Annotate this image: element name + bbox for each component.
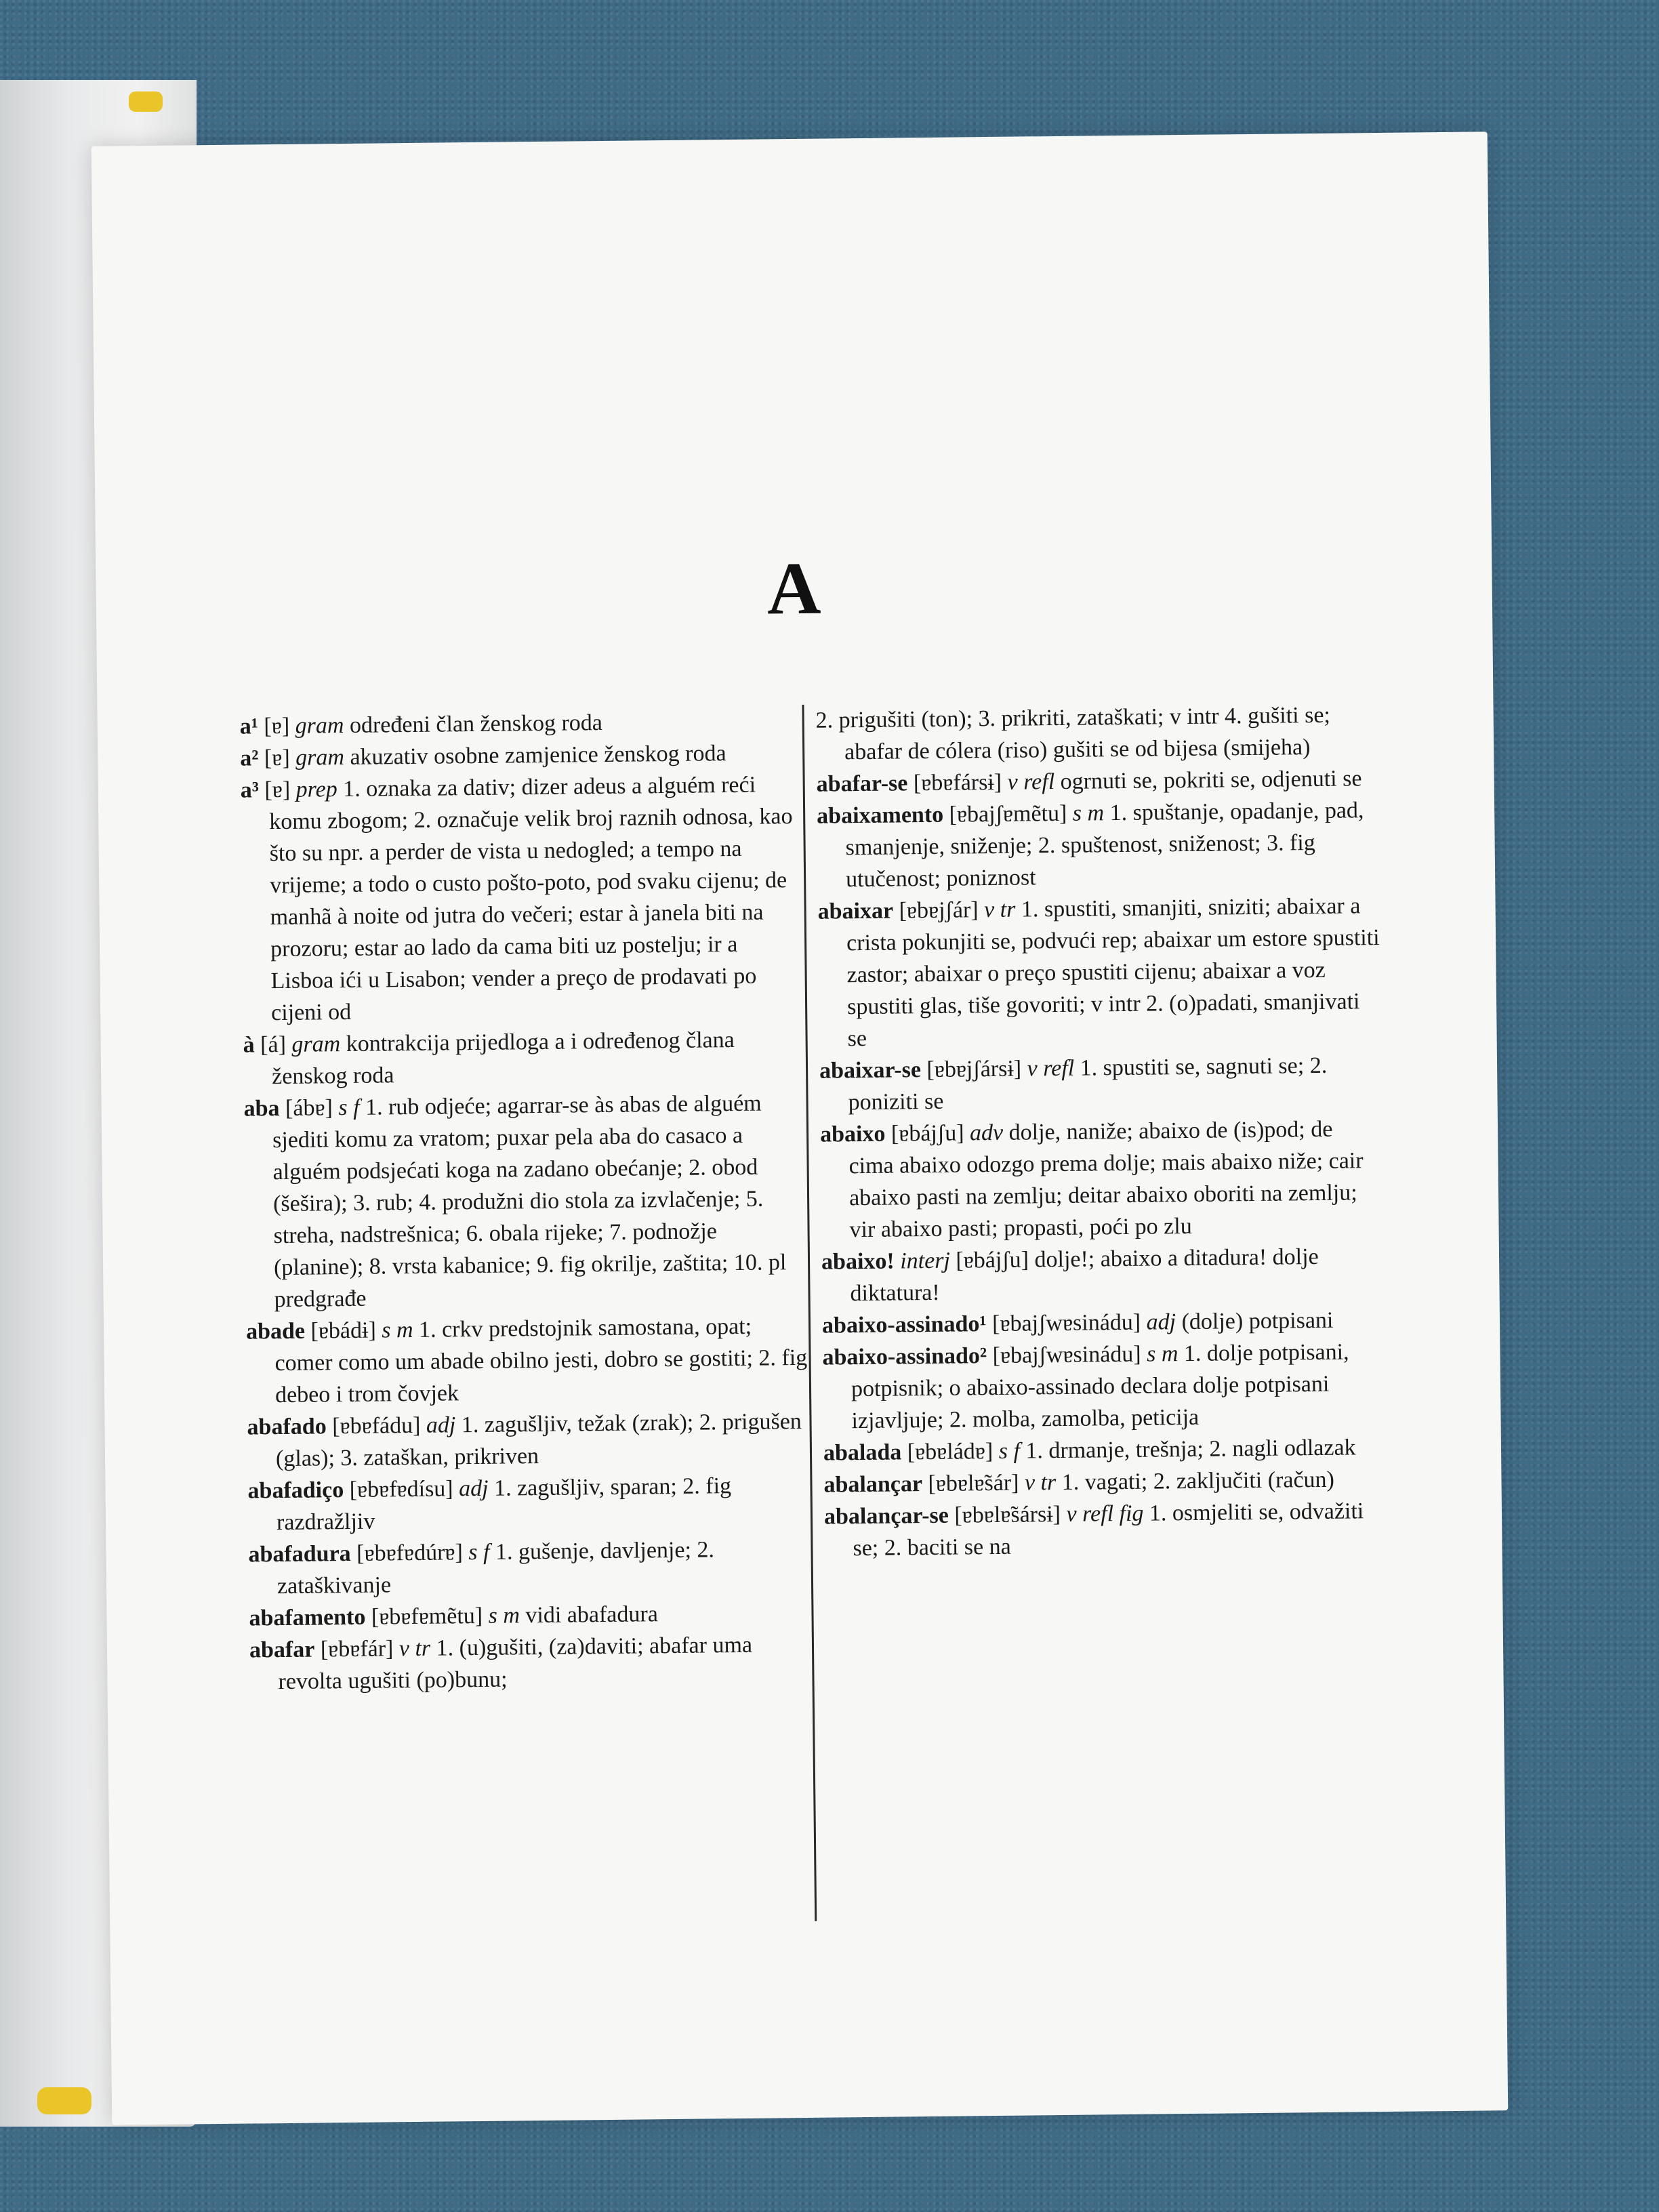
- dictionary-entry: abafadura [ɐbɐfɐdúrɐ] s f 1. gušenje, davljenje; 2. zataškivanje: [248, 1537, 715, 1599]
- dictionary-entry: abade [ɐbádɨ] s m 1. crkv predstojnik samostana, opat; comer como um abade obilno jesti, dobro se gostiti; 2. fig debeo i trom čovjek: [245, 1313, 808, 1408]
- dictionary-entry: a³ [ɐ] prep 1. oznaka za dativ; dizer adeus a alguém reći komu zbogom; 2. označuje velik broj raznih odnosa, kao što su npr. a perder de vista u nedogled; a tempo na vrijeme; a todo o custo pošto-poto, pod svaku cijenu; de manhã à noite od jutra do večeri; estar à janela biti na prozoru; estar ao lado da cama biti uz postelju; ir a Lisboa ići u Lisabon; vender a preço de prodavati po cijeni od: [240, 772, 793, 1026]
- section-letter: A: [766, 546, 822, 630]
- dictionary-entry: abafamento [ɐbɐfɐmẽtu] s m vidi abafadura: [249, 1601, 659, 1631]
- dictionary-entry: abaixamento [ɐbajʃɐmẽtu] s m 1. spuštanje, opadanje, pad, smanjenje, sniženje; 2. spuštenost, sniženost; 3. fig utučenost; poniznost: [816, 798, 1364, 893]
- dictionary-entry: abafadiço [ɐbɐfɐdísu] adj 1. zagušljiv, sparan; 2. fig razdražljiv: [247, 1473, 732, 1536]
- dictionary-entry: abalada [ɐbɐládɐ] s f 1. drmanje, trešnja; 2. nagli odlazak: [823, 1435, 1356, 1466]
- dictionary-entry: a² [ɐ] gram akuzativ osobne zamjenice ženskog roda: [240, 741, 726, 771]
- dictionary-entry-continued: 2. prigušiti (ton); 3. prikriti, zataškati; v intr 4. gušiti se; abafar de cólera (riso) gušiti se od bijesa (smijeha): [815, 702, 1331, 765]
- bookmark-ribbon-top: [129, 91, 163, 112]
- left-column: [240, 705, 813, 1698]
- right-column: [815, 699, 1387, 1565]
- dictionary-entry: abaixar [ɐbɐjʃár] v tr 1. spustiti, smanjiti, sniziti; abaixar a crista pokunjiti se, podvući rep; abaixar um estore spustiti zastor; abaixar o preço spustiti cijenu; abaixar a voz spustiti glas, tiše govoriti; v intr 2. (o)padati, smanjivati se: [817, 893, 1380, 1052]
- dictionary-entry: abafar [ɐbɐfár] v tr 1. (u)gušiti, (za)daviti; abafar uma revolta ugušiti (po)bunu;: [249, 1632, 753, 1695]
- dictionary-entry: abaixo-assinado² [ɐbajʃwɐsinádu] s m 1. dolje potpisani, potpisnik; o abaixo-assinado declara dolje potpisani izjavljuje; 2. molba, zamolba, peticija: [822, 1339, 1349, 1434]
- dictionary-page: [91, 131, 1508, 2125]
- dictionary-entry: abafar-se [ɐbɐfársɨ] v refl ogrnuti se, pokriti se, odjenuti se: [816, 766, 1362, 797]
- dictionary-entry: abalançar-se [ɐbɐlɐ̃sársɨ] v refl fig 1. osmjeliti se, odvažiti se; 2. baciti se na: [823, 1498, 1364, 1561]
- dictionary-entry: abaixo [ɐbájʃu] adv dolje, naniže; abaixo de (is)pod; de cima abaixo odozgo prema dolje; mais abaixo niže; cair abaixo pasti na zemlju; deitar abaixo oboriti na zemlju; vir abaixo pasti; propasti, poći po zlu: [819, 1116, 1364, 1243]
- dictionary-entry: aba [ábɐ] s f 1. rub odjeće; agarrar-se às abas de alguém sjediti komu za vratom; puxar pela aba do casaco a alguém podsjećati koga na zadano obećanje; 2. obod (šešira); 3. rub; 4. produžni dio stola za izvlačenje; 5. streha, nadstrešnica; 6. obala rijeke; 7. podnožje (planine); 8. vrsta kabanice; 9. fig okrilje, zaštita; 10. pl predgrađe: [243, 1090, 787, 1313]
- dictionary-entry: abaixo-assinado¹ [ɐbajʃwɐsinádu] adj (dolje) potpisani: [821, 1307, 1334, 1338]
- dictionary-entry: a¹ [ɐ] gram određeni član ženskog roda: [239, 710, 603, 739]
- dictionary-entry: abalançar [ɐbɐlɐ̃sár] v tr 1. vagati; 2. zaključiti (račun): [823, 1467, 1335, 1498]
- dictionary-entry: abafado [ɐbɐfádu] adj 1. zagušljiv, težak (zrak); 2. prigušen (glas); 3. zataškan, prikriven: [247, 1408, 802, 1472]
- dictionary-entry: à [á] gram kontrakcija prijedloga a i određenog člana ženskog roda: [243, 1027, 735, 1090]
- bookmark-ribbon-bottom: [37, 2087, 91, 2114]
- dictionary-entry: abaixar-se [ɐbɐjʃársɨ] v refl 1. spustiti se, sagnuti se; 2. poniziti se: [819, 1052, 1328, 1115]
- dictionary-entry: abaixo! interj [ɐbájʃu] dolje!; abaixo a ditadura! dolje diktatura!: [821, 1244, 1319, 1307]
